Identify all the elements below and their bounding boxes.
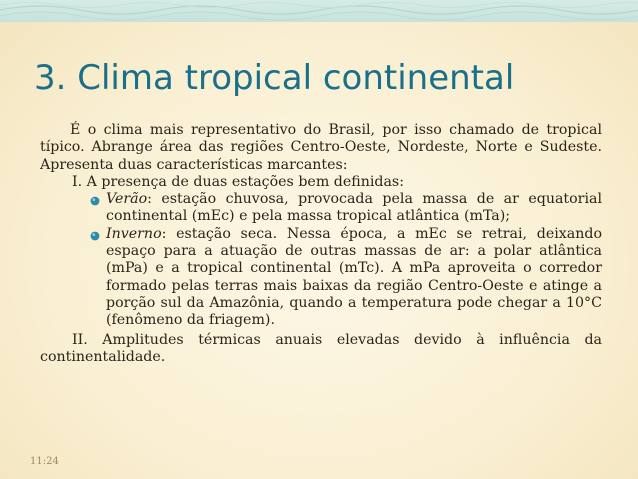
bullet-term: Inverno <box>106 225 162 242</box>
bullet-term: Verão <box>106 191 148 208</box>
filled-circle-bullet-icon <box>90 196 101 206</box>
decorative-top-band <box>0 0 638 22</box>
intro-paragraph: É o clima mais representativo do Brasil, por isso chamado de tropical típico. Abrange área das regiões Centro-Oeste, Nordeste, Norte e Sudeste. Apresenta duas características marcantes: <box>40 122 602 173</box>
bullet-text: : estação seca. Nessa época, a mEc se retrai, deixando espaço para a atuação de outras massas de ar: a polar atlântica (mPa) e a tropical continental (mTc). A mPa aproveita o corredor formado pelas terras mais baixas da região Centro-Oeste e atinge a porção sul da Amazônia, quando a temperatura pode chegar a 10°C (fenômeno da friagem). <box>106 225 602 329</box>
point-one-heading: I. A presença de duas estações bem definidas: <box>72 173 404 190</box>
bullet-text: : estação chuvosa, provocada pela massa de ar equatorial continental (mEc) e pela massa tropical atlântica (mTa); <box>106 191 602 225</box>
slide-body <box>40 122 602 366</box>
slide-number: 11:24 <box>30 456 59 467</box>
bullet-item-verao <box>90 191 602 226</box>
wave-pattern-icon <box>0 0 638 22</box>
filled-circle-bullet-icon <box>90 231 101 241</box>
slide-title: 3. Clima tropical continental <box>34 58 515 98</box>
bullet-item-inverno <box>90 226 602 330</box>
point-two-paragraph: II. Amplitudes térmicas anuais elevadas devido à influência da continentalidade. <box>40 331 602 365</box>
